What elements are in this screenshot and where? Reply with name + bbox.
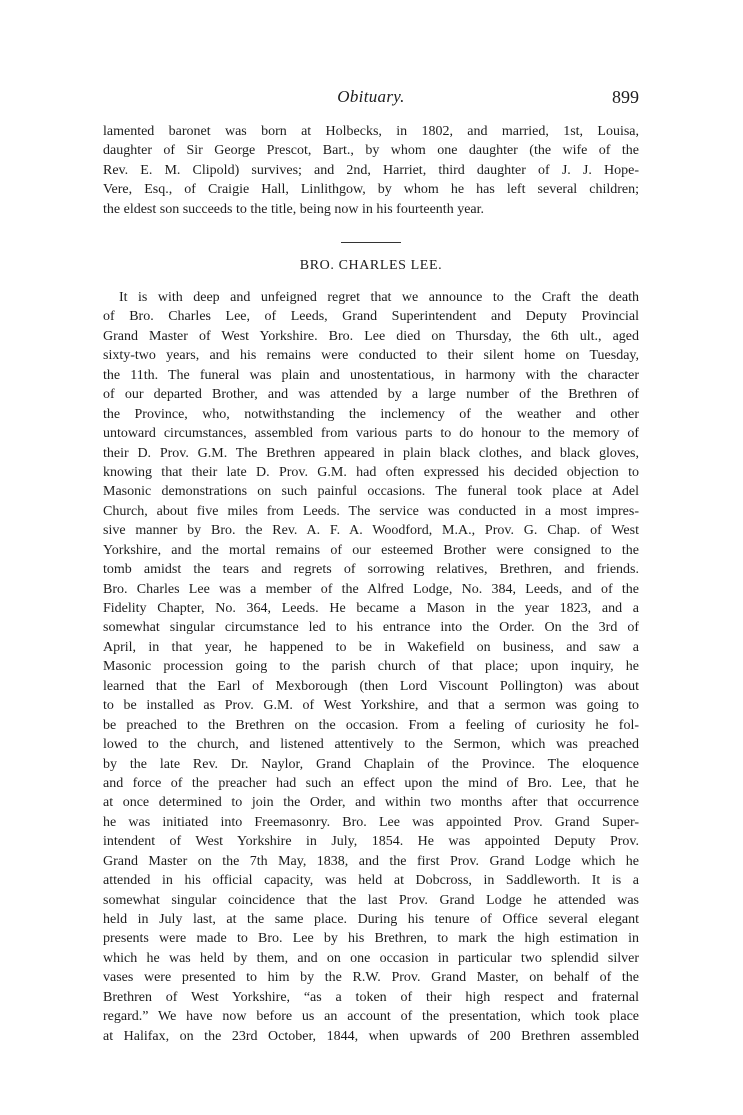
text-line: at once determined to join the Order, and within two months after that occurrence	[103, 795, 639, 811]
text-line: tomb amidst the tears and regrets of sorrowing relatives, Brethren, and friends.	[103, 562, 639, 578]
running-title: Obituary.	[337, 87, 405, 106]
text-line: daughter of Sir George Prescot, Bart., by whom one daughter (the wife of the	[103, 143, 639, 159]
text-line: to be installed as Prov. G.M. of West Yorkshire, and that a sermon was going to	[103, 698, 639, 714]
article-paragraph	[103, 288, 639, 1046]
page-number: 899	[612, 87, 639, 107]
text-line: intendent of West Yorkshire in July, 1854. He was appointed Deputy Prov.	[103, 834, 639, 850]
text-line: at Halifax, on the 23rd October, 1844, when upwards of 200 Brethren assembled	[103, 1028, 639, 1044]
text-line: Grand Master on the 7th May, 1838, and the first Prov. Grand Lodge which he	[103, 853, 639, 869]
text-line: sixty-two years, and his remains were conducted to their silent home on Tuesday,	[103, 348, 639, 364]
text-line: and force of the preacher had such an effect upon the mind of Bro. Lee, that he	[103, 775, 639, 791]
text-line: the 11th. The funeral was plain and unostentatious, in harmony with the character	[103, 367, 639, 383]
text-line: he was initiated into Freemasonry. Bro. Lee was appointed Prov. Grand Super-	[103, 814, 639, 830]
text-line: Fidelity Chapter, No. 364, Leeds. He became a Mason in the year 1823, and a	[103, 601, 639, 616]
text-line: Masonic demonstrations on such painful occasions. The funeral took place at Adel	[103, 484, 639, 500]
text-line: Church, about five miles from Leeds. The service was conducted in a most impres-	[103, 503, 639, 519]
text-line: which he was held by them, and on one occasion in particular two splendid silver	[103, 950, 639, 966]
text-line: held in July last, at the same place. During his tenure of Office several elegant	[103, 912, 639, 927]
text-line: Grand Master of West Yorkshire. Bro. Lee died on Thursday, the 6th ult., aged	[103, 328, 639, 344]
text-line: of our departed Brother, and was attended by a large number of the Brethren of	[103, 387, 639, 403]
text-line: Masonic procession going to the parish church of that place; upon inquiry, he	[103, 659, 639, 675]
text-line: by the late Rev. Dr. Naylor, Grand Chaplain of the Province. The eloquence	[103, 756, 639, 772]
text-line: their D. Prov. G.M. The Brethren appeared in plain black clothes, and black gloves,	[103, 445, 639, 461]
text-line: the Province, who, notwithstanding the inclemency of the weather and other	[103, 406, 639, 422]
running-head	[103, 87, 639, 113]
text-line: It is with deep and unfeigned regret that we announce to the Craft the death	[119, 290, 639, 305]
text-line: the eldest son succeeds to the title, being now in his fourteenth year.	[103, 201, 485, 217]
text-line: regard.” We have now before us an account of the presentation, which took place	[103, 1009, 639, 1025]
text-line: knowing that their late D. Prov. G.M. had often expressed his decided objection to	[103, 464, 639, 480]
text-line: Bro. Charles Lee was a member of the Alfred Lodge, No. 384, Leeds, and of the	[103, 581, 639, 597]
text-line: Vere, Esq., of Craigie Hall, Linlithgow, by whom he has left several children;	[103, 182, 639, 198]
text-line: learned that the Earl of Mexborough (then Lord Viscount Pollington) was about	[103, 678, 639, 694]
text-line: Brethren of West Yorkshire, “as a token of their high respect and fraternal	[103, 989, 639, 1005]
text-line: somewhat singular coincidence that the last Prov. Grand Lodge he attended was	[103, 892, 639, 908]
text-line: be preached to the Brethren on the occasion. From a feeling of curiosity he fol-	[103, 717, 639, 733]
section-heading: BRO. CHARLES LEE.	[299, 258, 443, 273]
continuation-paragraph	[103, 122, 639, 219]
text-line: of Bro. Charles Lee, of Leeds, Grand Superintendent and Deputy Provincial	[103, 309, 639, 325]
text-line: April, in that year, he happened to be in Wakefield on business, and saw a	[103, 639, 639, 655]
text-line: lamented baronet was born at Holbecks, in 1802, and married, 1st, Louisa,	[103, 124, 639, 139]
text-line: lowed to the church, and listened attentively to the Sermon, which was preached	[103, 737, 639, 753]
text-line: somewhat singular circumstance led to his entrance into the Order. On the 3rd of	[103, 620, 639, 636]
text-line: presents were made to Bro. Lee by his Brethren, to mark the high estimation in	[103, 931, 639, 947]
text-line: sive manner by Bro. the Rev. A. F. A. Woodford, M.A., Prov. G. Chap. of West	[103, 523, 639, 539]
text-line: Yorkshire, and the mortal remains of our esteemed Brother were consigned to the	[103, 542, 639, 558]
text-line: vases were presented to him by the R.W. Prov. Grand Master, on behalf of the	[103, 970, 639, 986]
text-line: attended in his official capacity, was held at Dobcross, in Saddleworth. It is a	[103, 873, 639, 889]
text-line: untoward circumstances, assembled from various parts to do honour to the memory of	[103, 426, 639, 442]
text-line: Rev. E. M. Clipold) survives; and 2nd, Harriet, third daughter of J. J. Hope-	[103, 162, 639, 178]
section-divider	[341, 242, 401, 243]
